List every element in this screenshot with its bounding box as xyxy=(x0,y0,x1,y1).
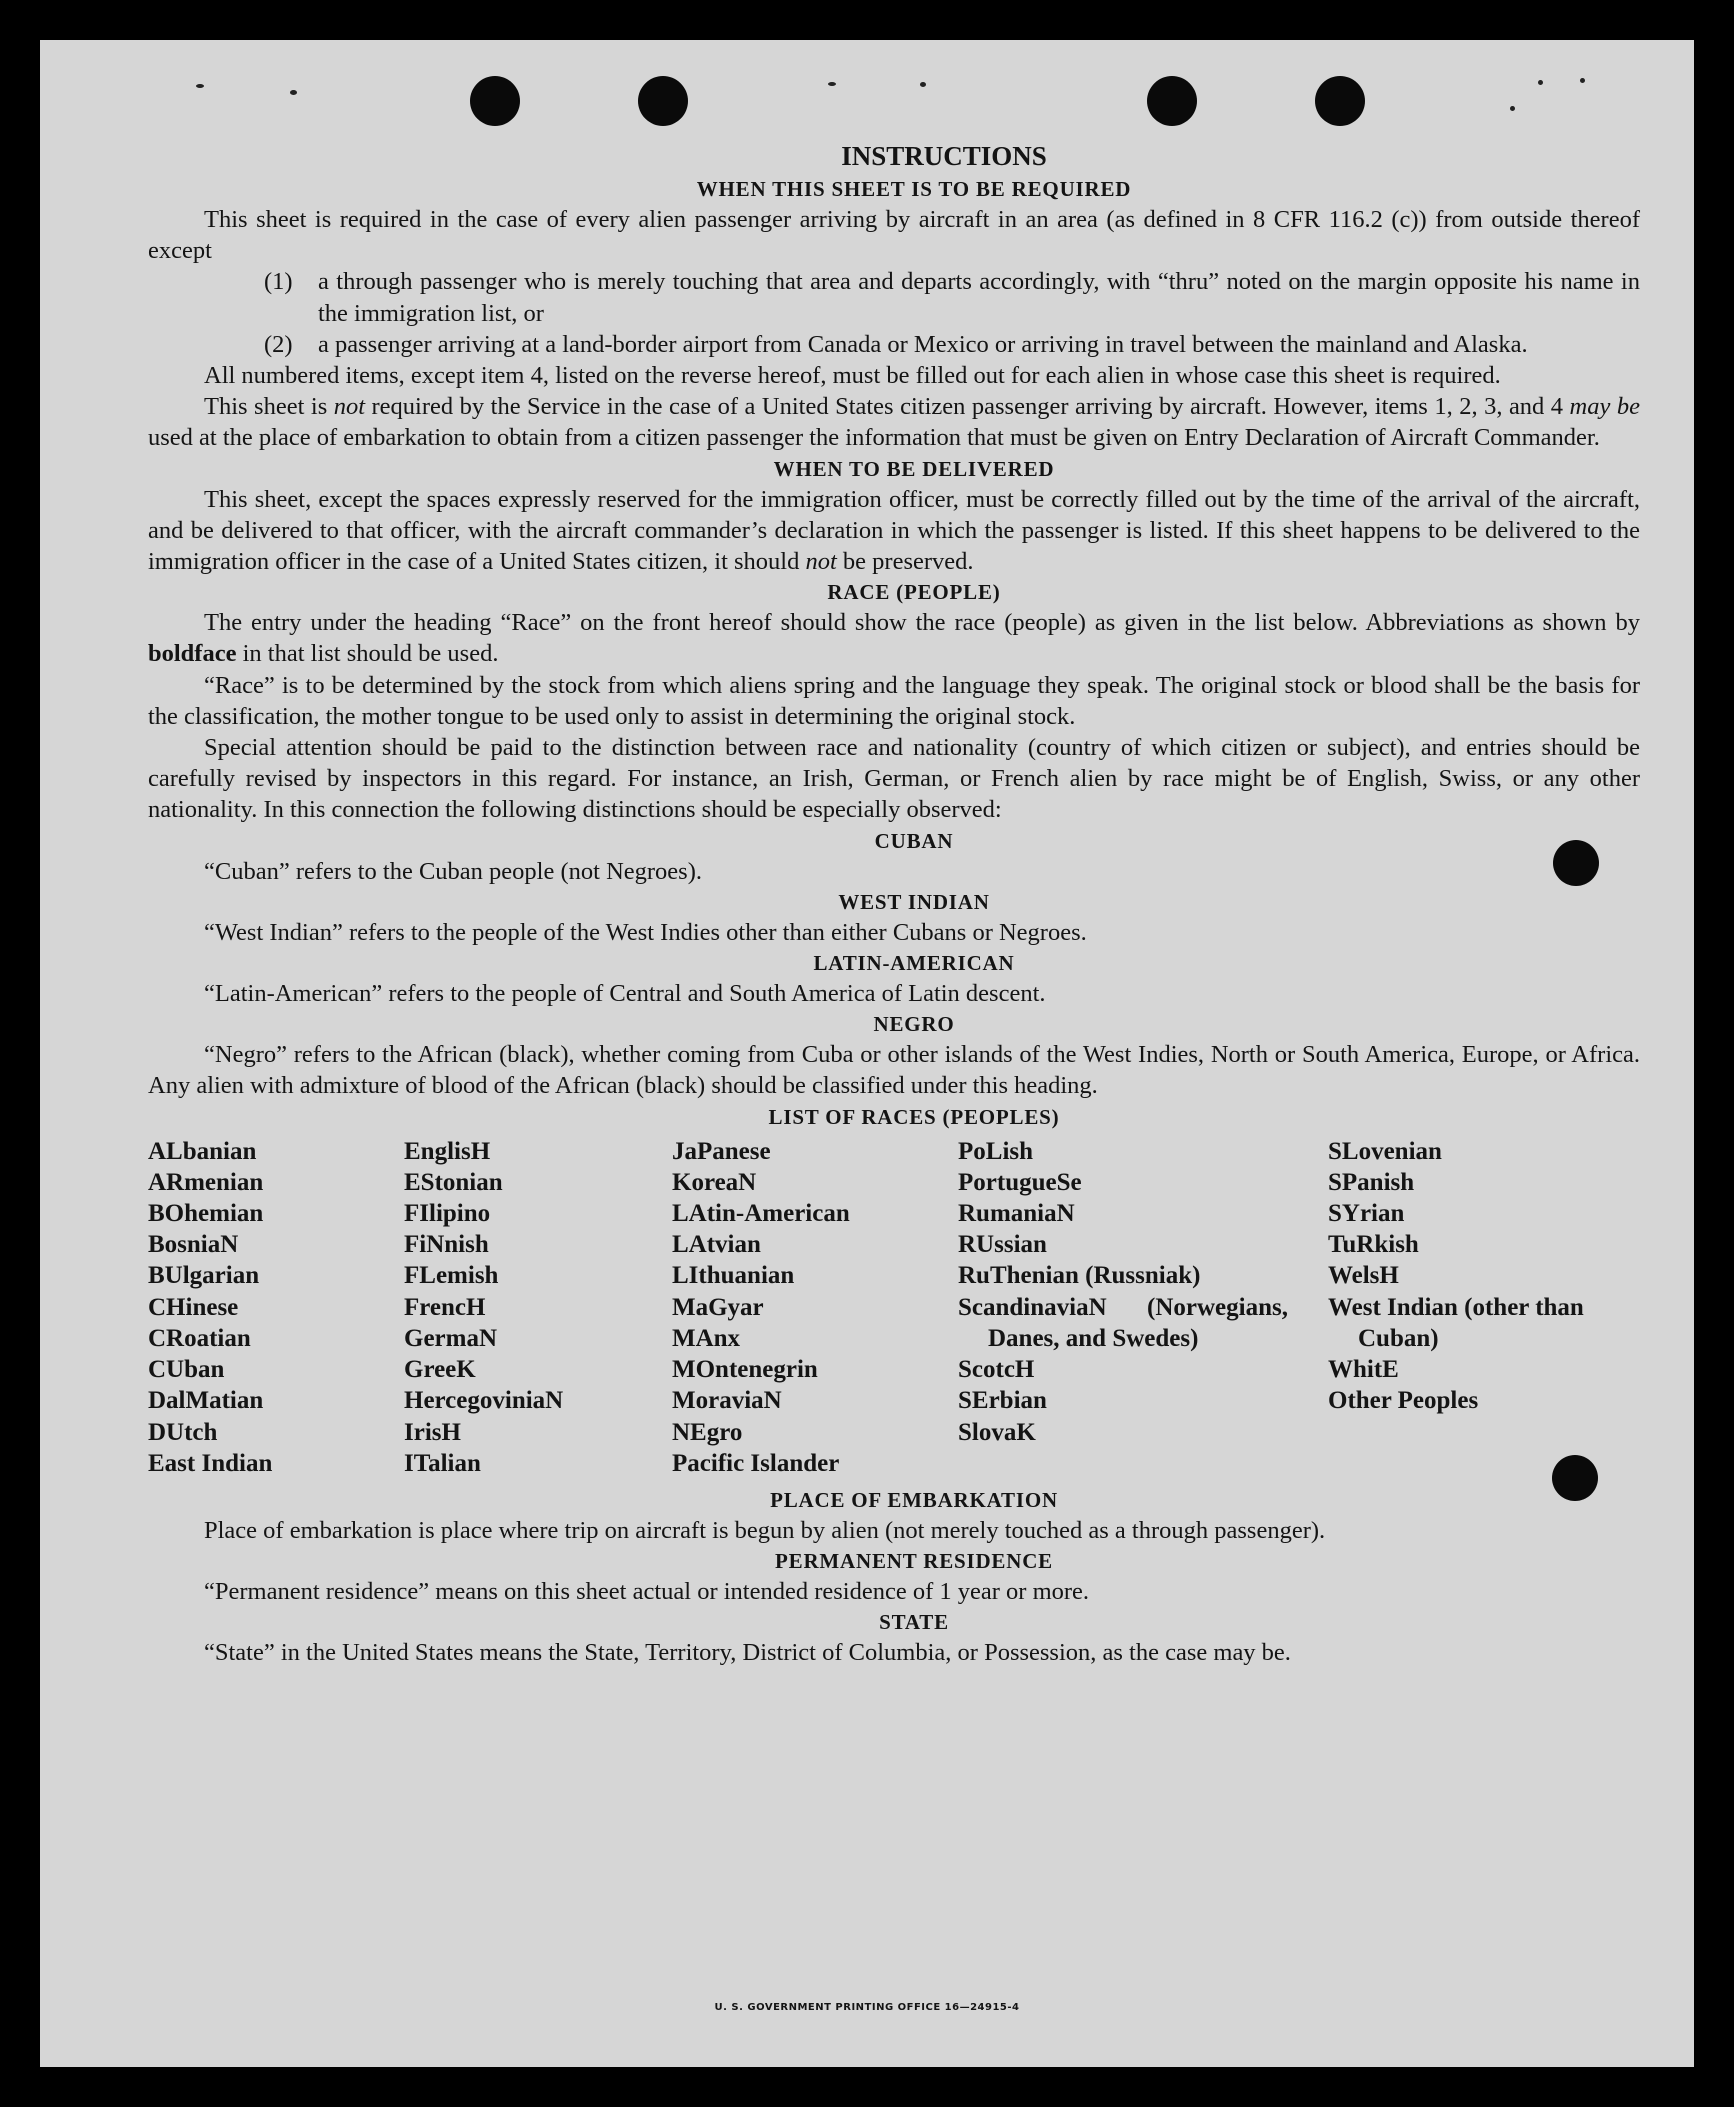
race-item: JaPanese xyxy=(672,1137,771,1165)
race-item: SlovaK xyxy=(958,1418,1036,1446)
race-item: SErbian xyxy=(958,1387,1047,1415)
race-item: RUssian xyxy=(958,1231,1047,1259)
race-item: MoraviaN xyxy=(672,1387,782,1415)
race-item: KoreaN xyxy=(672,1168,757,1196)
speck xyxy=(290,90,297,95)
speck xyxy=(920,82,926,87)
page-title: INSTRUCTIONS xyxy=(841,141,1047,171)
race-item: PoLish xyxy=(958,1137,1034,1165)
race-column xyxy=(404,1136,672,1479)
race-item: BosniaN xyxy=(148,1231,239,1259)
speck xyxy=(196,84,204,88)
race-item: PortugueSe xyxy=(958,1168,1082,1196)
race-item: ITalian xyxy=(404,1449,481,1477)
race-item: Other Peoples xyxy=(1328,1387,1479,1415)
race-item: East Indian xyxy=(148,1449,273,1477)
item-text: a through passenger who is merely touching that area and departs accordingly, with “thru” noted on the margin opposite his name in the immigration list, or xyxy=(318,268,1640,327)
race-item: BOhemian xyxy=(148,1200,264,1228)
race-item: CHinese xyxy=(148,1293,239,1321)
race-item: RuThenian (Russniak) xyxy=(958,1262,1201,1290)
race-item: MAnx xyxy=(672,1324,741,1352)
section-heading: RACE (PEOPLE) xyxy=(827,580,1001,605)
race-item: DUtch xyxy=(148,1418,218,1446)
race-item: FIlipino xyxy=(404,1200,491,1228)
race-item: MOntenegrin xyxy=(672,1356,818,1384)
section-heading: NEGRO xyxy=(873,1012,955,1037)
race-item: WelsH xyxy=(1328,1262,1399,1290)
section-heading: STATE xyxy=(879,1610,949,1635)
item-number: (1) xyxy=(264,268,293,296)
section-heading: WHEN TO BE DELIVERED xyxy=(773,456,1055,481)
paragraph: This sheet is required in the case of every alien passenger arriving by aircraft in an area (as defined in 8 CFR 116.2 (c)) from outside thereof except xyxy=(148,206,1640,265)
item-number: (2) xyxy=(264,330,293,358)
race-item: IrisH xyxy=(404,1418,461,1446)
race-column xyxy=(672,1136,958,1479)
section-heading: PERMANENT RESIDENCE xyxy=(775,1549,1053,1574)
paragraph: “Race” is to be determined by the stock from which aliens spring and the language they speak. The original stock or blood shall be the basis for the classification, the mother tongue to be used only to assist in determining the original stock. xyxy=(148,671,1640,730)
speck xyxy=(1538,80,1543,85)
race-item: TuRkish xyxy=(1328,1231,1419,1259)
race-item: SYrian xyxy=(1328,1200,1405,1228)
paragraph: All numbered items, except item 4, listed on the reverse hereof, must be filled out for each alien in whose case this sheet is required. xyxy=(204,362,1501,390)
race-item: LAtvian xyxy=(672,1231,761,1259)
race-item: SLovenian xyxy=(1328,1137,1442,1165)
race-column xyxy=(148,1136,404,1479)
speck xyxy=(1510,106,1515,111)
race-column xyxy=(1328,1136,1608,1479)
race-item: SPanish xyxy=(1328,1168,1415,1196)
section-heading: WHEN THIS SHEET IS TO BE REQUIRED xyxy=(696,177,1132,201)
race-column xyxy=(958,1136,1328,1479)
race-item: BUlgarian xyxy=(148,1262,260,1290)
race-item: GermaN xyxy=(404,1324,498,1352)
race-item: FrencH xyxy=(404,1293,486,1321)
list-item xyxy=(148,329,1640,360)
paragraph: Special attention should be paid to the distinction between race and nationality (country of which citizen or subject), and entries should be carefully revised by inspectors in this regard. For instance, an Irish, German, or French alien by race might be of English, Swiss, or any other nationality. In this connection the following distinctions should be especially observed: xyxy=(148,734,1640,824)
race-item: Pacific Islander xyxy=(672,1449,840,1477)
speck xyxy=(828,82,836,86)
section-heading: LIST OF RACES (PEOPLES) xyxy=(768,1104,1060,1129)
punch-hole xyxy=(1315,76,1365,126)
section-heading: CUBAN xyxy=(874,828,954,853)
paragraph: “State” in the United States means the State, Territory, District of Columbia, or Possession, as the case may be. xyxy=(204,1639,1291,1667)
race-item: ScandinaviaN (Norwegians, Danes, and Swedes) xyxy=(958,1293,1288,1352)
paragraph: This sheet, except the spaces expressly reserved for the immigration officer, must be correctly filled out by the time of the arrival of the aircraft, and be delivered to that officer, with the aircraft commander’s declaration in which the passenger is listed. If this sheet happens to be delivered to the immigration officer in the case of a United States citizen, it should not be preserved. xyxy=(148,485,1640,576)
race-item: MaGyar xyxy=(672,1293,764,1321)
list-item xyxy=(148,266,1640,328)
race-item: FiNnish xyxy=(404,1231,489,1259)
paragraph: “Permanent residence” means on this sheet actual or intended residence of 1 year or more. xyxy=(204,1578,1090,1606)
section-heading: PLACE OF EMBARKATION xyxy=(770,1487,1058,1512)
race-item: EnglisH xyxy=(404,1137,491,1165)
punch-hole xyxy=(470,76,520,126)
race-item: DalMatian xyxy=(148,1387,264,1415)
punch-hole xyxy=(638,76,688,126)
race-item: CUban xyxy=(148,1356,225,1384)
speck xyxy=(1580,78,1585,83)
paragraph: Place of embarkation is place where trip on aircraft is begun by alien (not merely touched as a through passenger). xyxy=(204,1516,1326,1544)
paragraph: “Negro” refers to the African (black), whether coming from Cuba or other islands of the West Indies, North or South America, Europe, or Africa. Any alien with admixture of blood of the African (black) should be classified under this heading. xyxy=(148,1041,1640,1100)
race-item: FLemish xyxy=(404,1262,499,1290)
race-item: ARmenian xyxy=(148,1168,264,1196)
race-item: ALbanian xyxy=(148,1137,257,1165)
race-item: WhitE xyxy=(1328,1356,1399,1384)
race-item: West Indian (other than Cuban) xyxy=(1328,1293,1584,1352)
race-item: RumaniaN xyxy=(958,1200,1075,1228)
paragraph: “Cuban” refers to the Cuban people (not Negroes). xyxy=(204,857,702,885)
race-item: GreeK xyxy=(404,1356,476,1384)
race-item: HercegoviniaN xyxy=(404,1387,564,1415)
printer-imprint: U. S. GOVERNMENT PRINTING OFFICE 16—24915-4 xyxy=(714,2002,1020,2013)
race-item: CRoatian xyxy=(148,1324,251,1352)
race-item: EStonian xyxy=(404,1168,503,1196)
race-item: LIthuanian xyxy=(672,1262,795,1290)
race-list xyxy=(148,1136,1640,1479)
paragraph: The entry under the heading “Race” on the front hereof should show the race (people) as given in the list below. Abbreviations as shown by boldface in that list should be used. xyxy=(148,609,1640,668)
paragraph: “West Indian” refers to the people of the West Indies other than either Cubans or Negroes. xyxy=(204,918,1087,946)
paragraph: This sheet is not required by the Service in the case of a United States citizen passenger arriving by aircraft. However, items 1, 2, 3, and 4 may be used at the place of embarkation to obtain from a citizen passenger the information that must be given on Entry Declaration of Aircraft Commander. xyxy=(148,393,1640,452)
section-heading: WEST INDIAN xyxy=(838,889,990,914)
race-item: ScotcH xyxy=(958,1356,1035,1384)
race-item: LAtin-American xyxy=(672,1200,850,1228)
section-heading: LATIN-AMERICAN xyxy=(813,951,1015,976)
punch-hole xyxy=(1147,76,1197,126)
paragraph: “Latin-American” refers to the people of Central and South America of Latin descent. xyxy=(204,980,1046,1008)
item-text: a passenger arriving at a land-border airport from Canada or Mexico or arriving in travel between the mainland and Alaska. xyxy=(318,330,1528,358)
race-item: NEgro xyxy=(672,1418,743,1446)
form-sheet xyxy=(40,40,1694,2067)
instructions-body xyxy=(148,138,1640,1669)
